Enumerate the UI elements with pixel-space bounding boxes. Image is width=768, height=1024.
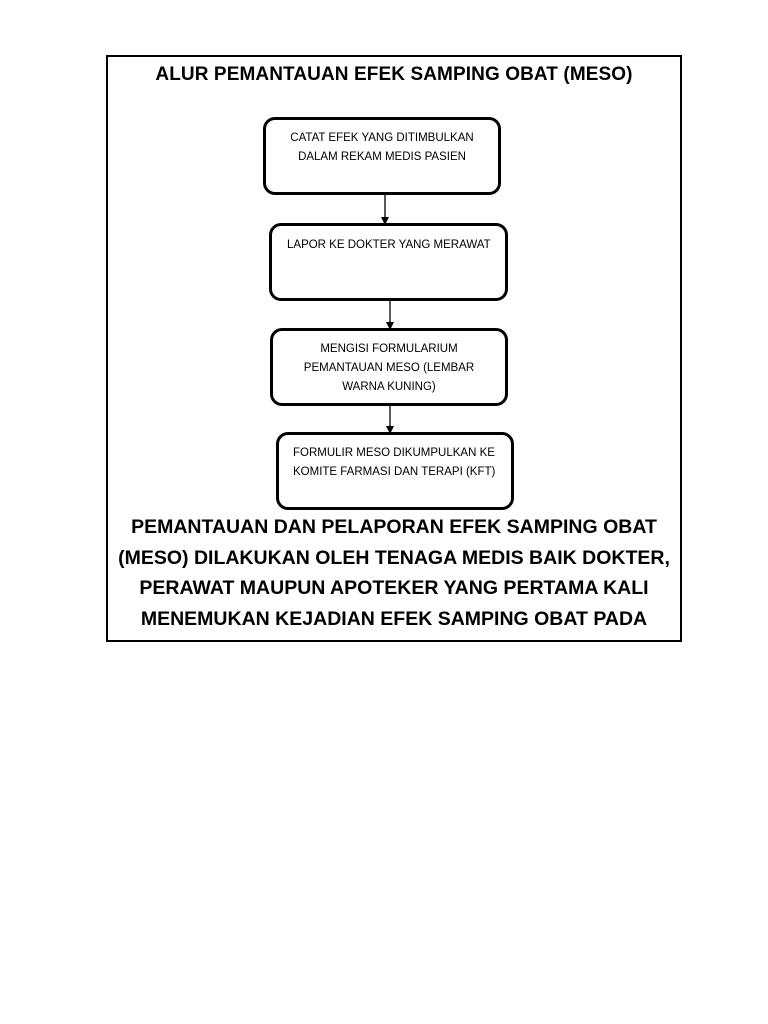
- caption-line: PEMANTAUAN DAN PELAPORAN EFEK SAMPING OBAT: [131, 516, 657, 538]
- flow-step-fill-form: [270, 328, 508, 406]
- step-text-line: KOMITE FARMASI DAN TERAPI (KFT): [293, 466, 496, 478]
- step-text-line: CATAT EFEK YANG DITIMBULKAN: [290, 132, 474, 144]
- flow-step-report-doctor: [269, 223, 508, 301]
- caption-line: (MESO) DILAKUKAN OLEH TENAGA MEDIS BAIK DOKTER,: [118, 546, 670, 569]
- flow-step-collect-forms: [276, 432, 514, 510]
- step-text-line: MENGISI FORMULARIUM: [320, 343, 458, 355]
- step-text-line: LAPOR KE DOKTER YANG MERAWAT: [287, 239, 491, 251]
- flow-step-record-effects: [263, 117, 501, 195]
- step-text-line: PEMANTAUAN MESO (LEMBAR: [303, 362, 475, 374]
- step-text-line: FORMULIR MESO DIKUMPULKAN KE: [293, 447, 495, 459]
- caption-line: MENEMUKAN KEJADIAN EFEK SAMPING OBAT PADA: [140, 607, 648, 630]
- diagram-title: ALUR PEMANTAUAN EFEK SAMPING OBAT (MESO): [155, 64, 633, 85]
- caption-line: PERAWAT MAUPUN APOTEKER YANG PERTAMA KALI: [139, 577, 649, 599]
- step-text-line: WARNA KUNING): [342, 381, 436, 393]
- diagram-caption: [106, 512, 682, 634]
- step-text-line: DALAM REKAM MEDIS PASIEN: [298, 151, 466, 163]
